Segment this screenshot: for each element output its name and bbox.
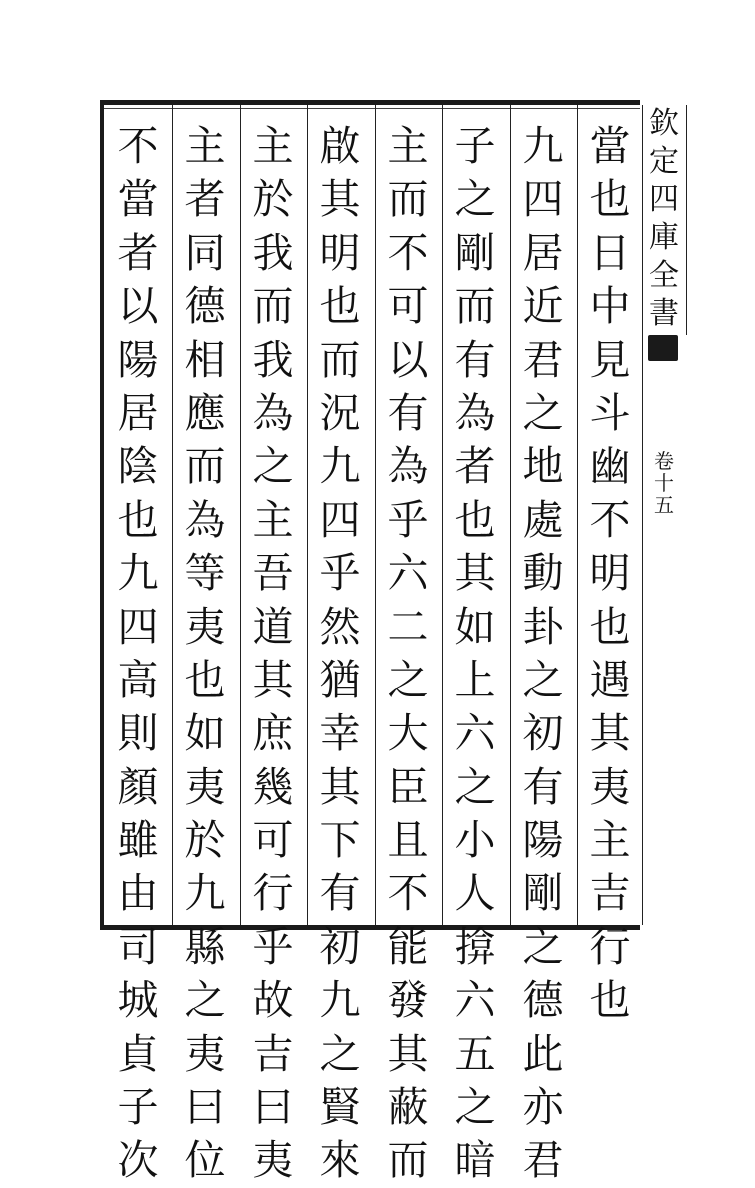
character: 幸 [319, 709, 361, 758]
character: 之 [522, 922, 564, 971]
column-divider [307, 105, 308, 925]
character: 之 [387, 655, 429, 704]
character: 九 [319, 976, 361, 1025]
character: 故 [252, 976, 294, 1025]
character: 高 [117, 655, 159, 704]
character: 以 [117, 282, 159, 331]
character: 斗 [589, 388, 631, 437]
character: 位 [184, 1136, 226, 1185]
character: 六 [454, 976, 496, 1025]
character: 有 [387, 388, 429, 437]
spine-title-character: 定 [649, 144, 679, 179]
character: 吾 [252, 549, 294, 598]
text-column-5 [310, 120, 370, 1188]
character: 亦 [522, 1083, 564, 1132]
column-divider [510, 105, 511, 925]
character: 四 [117, 602, 159, 651]
character: 然 [319, 602, 361, 651]
character: 也 [454, 495, 496, 544]
character: 當 [589, 122, 631, 170]
spine-title-character: 書 [649, 296, 679, 331]
character: 而 [319, 335, 361, 384]
character: 主 [387, 122, 429, 170]
character: 遇 [589, 655, 631, 704]
spine-volume-character: 卷 [654, 449, 674, 473]
character: 有 [319, 869, 361, 918]
character: 等 [184, 549, 226, 598]
character: 之 [454, 762, 496, 811]
character: 大 [387, 709, 429, 758]
character: 六 [387, 549, 429, 598]
character: 也 [589, 602, 631, 651]
character: 如 [184, 709, 226, 758]
character: 不 [387, 228, 429, 277]
character: 也 [589, 175, 631, 224]
character: 地 [522, 442, 564, 491]
character: 夷 [252, 1136, 294, 1185]
character: 道 [252, 602, 294, 651]
character: 夷 [184, 1029, 226, 1078]
character: 之 [252, 442, 294, 491]
character: 乎 [387, 495, 429, 544]
spine-title-character: 四 [649, 182, 679, 217]
character: 也 [319, 282, 361, 331]
character: 吉 [589, 869, 631, 918]
character: 同 [184, 228, 226, 277]
character: 動 [522, 549, 564, 598]
character: 陰 [117, 442, 159, 491]
character: 曰 [252, 1083, 294, 1132]
character: 為 [252, 388, 294, 437]
character: 二 [387, 602, 429, 651]
character: 於 [252, 175, 294, 224]
character: 明 [319, 228, 361, 277]
character: 以 [387, 335, 429, 384]
character: 而 [387, 175, 429, 224]
column-divider [240, 105, 241, 925]
character: 九 [117, 549, 159, 598]
character: 顏 [117, 762, 159, 811]
character: 暗 [454, 1136, 496, 1185]
character: 居 [522, 228, 564, 277]
character: 由 [117, 869, 159, 918]
character: 司 [117, 922, 159, 971]
character: 之 [522, 388, 564, 437]
character: 吉 [252, 1029, 294, 1078]
character: 之 [454, 175, 496, 224]
character: 下 [319, 816, 361, 865]
character: 其 [252, 655, 294, 704]
character: 行 [252, 869, 294, 918]
character: 可 [252, 816, 294, 865]
character: 有 [454, 335, 496, 384]
character: 曰 [184, 1083, 226, 1132]
character: 不 [387, 869, 429, 918]
character: 來 [319, 1136, 361, 1185]
fish-tail-mark [648, 335, 678, 361]
text-column-3 [445, 120, 505, 1188]
character: 有 [522, 762, 564, 811]
character: 猶 [319, 655, 361, 704]
character: 九 [319, 442, 361, 491]
character: 四 [522, 175, 564, 224]
character: 剛 [522, 869, 564, 918]
character: 之 [454, 1083, 496, 1132]
character: 應 [184, 388, 226, 437]
character: 君 [522, 335, 564, 384]
text-column-4 [378, 120, 438, 1188]
text-column-6 [243, 120, 303, 1188]
character: 貞 [117, 1029, 159, 1078]
character: 則 [117, 709, 159, 758]
character: 初 [319, 922, 361, 971]
character: 陽 [522, 816, 564, 865]
character: 啟 [319, 122, 361, 170]
character: 初 [522, 709, 564, 758]
character: 其 [319, 175, 361, 224]
character: 上 [454, 655, 496, 704]
character: 我 [252, 335, 294, 384]
character: 主 [252, 122, 294, 170]
character: 德 [522, 976, 564, 1025]
character: 乎 [319, 549, 361, 598]
character: 其 [319, 762, 361, 811]
character: 於 [184, 816, 226, 865]
character: 其 [454, 549, 496, 598]
character: 況 [319, 388, 361, 437]
spine-title [644, 105, 684, 333]
character: 行 [589, 922, 631, 971]
spine-title-character: 庫 [649, 220, 679, 255]
character: 之 [184, 976, 226, 1025]
character: 之 [319, 1029, 361, 1078]
character: 見 [589, 335, 631, 384]
character: 發 [387, 976, 429, 1025]
character: 德 [184, 282, 226, 331]
character: 也 [184, 655, 226, 704]
character: 近 [522, 282, 564, 331]
character: 之 [522, 655, 564, 704]
character: 當 [117, 175, 159, 224]
character: 為 [387, 442, 429, 491]
spine-title-character: 全 [649, 258, 679, 293]
character: 為 [454, 388, 496, 437]
character: 卦 [522, 602, 564, 651]
character: 陽 [117, 335, 159, 384]
character: 四 [319, 495, 361, 544]
character: 明 [589, 549, 631, 598]
character: 其 [589, 709, 631, 758]
column-divider [375, 105, 376, 925]
character: 賢 [319, 1083, 361, 1132]
spine-title-character: 欽 [649, 106, 679, 141]
character: 者 [454, 442, 496, 491]
text-column-8 [108, 120, 168, 1188]
character: 且 [387, 816, 429, 865]
character: 夷 [589, 762, 631, 811]
text-column-7 [175, 120, 235, 1188]
character: 乎 [252, 922, 294, 971]
character: 城 [117, 976, 159, 1025]
character: 其 [387, 1029, 429, 1078]
column-divider [577, 105, 578, 925]
character: 九 [184, 869, 226, 918]
character: 不 [117, 122, 159, 170]
character: 而 [184, 442, 226, 491]
character: 處 [522, 495, 564, 544]
character: 子 [117, 1083, 159, 1132]
character: 夷 [184, 762, 226, 811]
character: 我 [252, 228, 294, 277]
character: 居 [117, 388, 159, 437]
character: 日 [589, 228, 631, 277]
character: 蔽 [387, 1083, 429, 1132]
spine-volume-number [652, 450, 676, 516]
spine-volume-character: 十 [654, 471, 674, 495]
character: 揜 [454, 922, 496, 971]
character: 幾 [252, 762, 294, 811]
character: 也 [117, 495, 159, 544]
character: 夷 [184, 602, 226, 651]
character: 中 [589, 282, 631, 331]
character: 九 [522, 122, 564, 170]
text-column-1 [580, 120, 640, 1028]
character: 次 [117, 1136, 159, 1185]
character: 子 [454, 122, 496, 170]
character: 能 [387, 922, 429, 971]
character: 相 [184, 335, 226, 384]
column-divider [172, 105, 173, 925]
character: 為 [184, 495, 226, 544]
character: 剛 [454, 228, 496, 277]
character: 臣 [387, 762, 429, 811]
character: 人 [454, 869, 496, 918]
character: 君 [522, 1136, 564, 1185]
character: 縣 [184, 922, 226, 971]
character: 而 [387, 1136, 429, 1185]
character: 而 [252, 282, 294, 331]
character: 者 [117, 228, 159, 277]
character: 幽 [589, 442, 631, 491]
character: 主 [252, 495, 294, 544]
character: 可 [387, 282, 429, 331]
column-divider [442, 105, 443, 925]
character: 也 [589, 976, 631, 1025]
character: 庶 [252, 709, 294, 758]
character: 者 [184, 175, 226, 224]
character: 六 [454, 709, 496, 758]
text-column-2 [513, 120, 573, 1188]
character: 雖 [117, 816, 159, 865]
character: 五 [454, 1029, 496, 1078]
character: 小 [454, 816, 496, 865]
character: 此 [522, 1029, 564, 1078]
spine-volume-character: 五 [654, 493, 674, 517]
character: 不 [589, 495, 631, 544]
character: 如 [454, 602, 496, 651]
character: 主 [589, 816, 631, 865]
character: 主 [184, 122, 226, 170]
character: 而 [454, 282, 496, 331]
